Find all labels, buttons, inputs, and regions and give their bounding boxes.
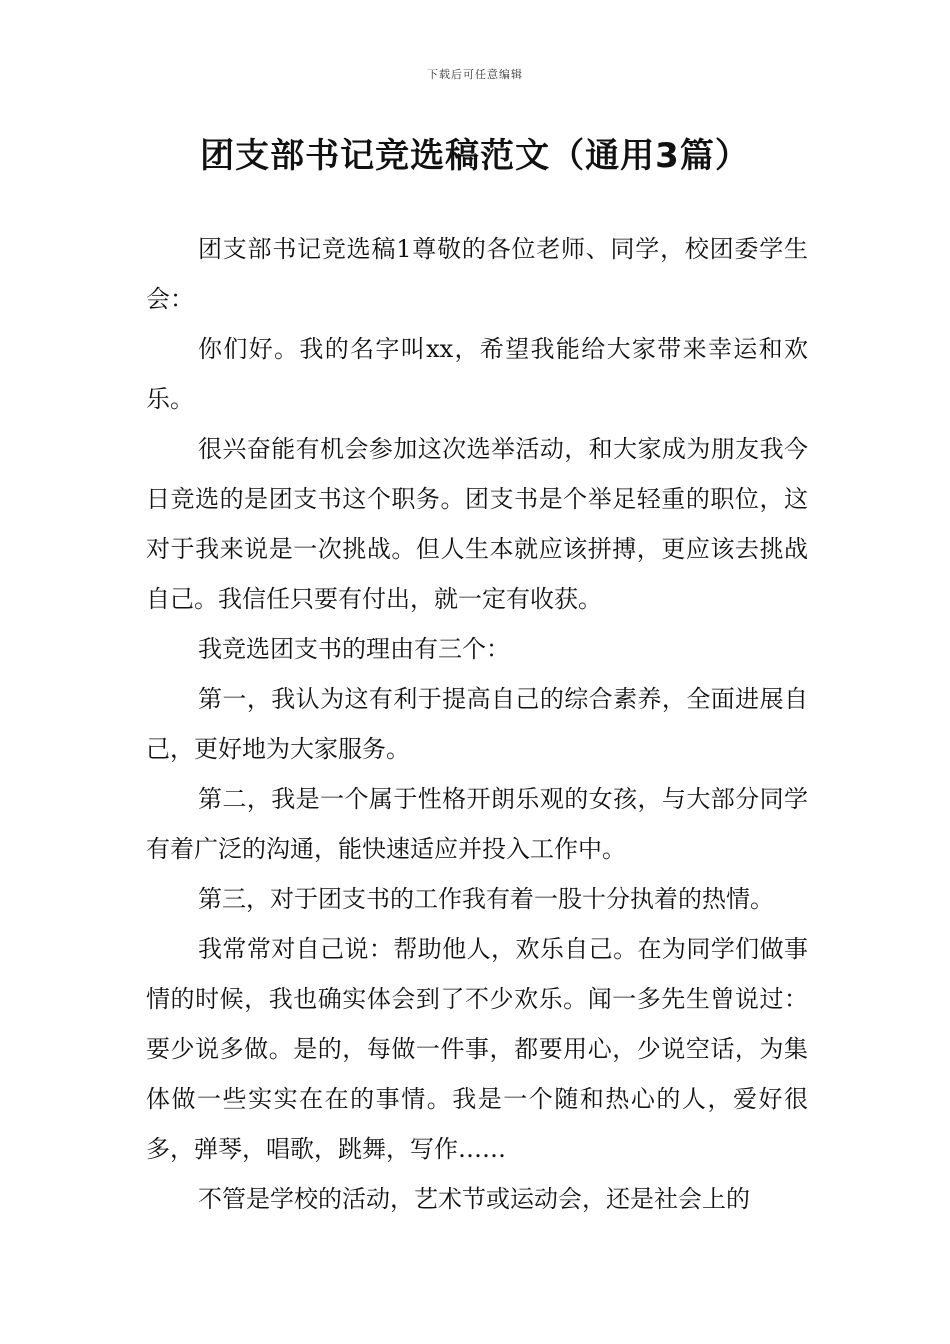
paragraph-1: 团支部书记竞选稿1尊敬的各位老师、同学，校团委学生会：	[146, 235, 808, 313]
paragraph-8: 我常常对自己说：帮助他人，欢乐自己。在为同学们做事情的时候，我也确实体会到了不少欢乐。闻一多先生曾说过：要少说多做。是的，每做一件事，都要用心，少说空话，为集体做一些实实在在的事情。我是一个随和热心的人，爱好很多，弹琴，唱歌，跳舞，写作……	[146, 935, 808, 1163]
paragraph-3: 很兴奋能有机会参加这次选举活动，和大家成为朋友我今日竞选的是团支书这个职务。团支书是个举足轻重的职位，这对于我来说是一次挑战。但人生本就应该拼搏，更应该去挑战自己。我信任只要有付出，就一定有收获。	[146, 435, 808, 613]
paragraph-4: 我竞选团支书的理由有三个：	[198, 635, 510, 663]
document-title: 团支部书记竞选稿范文（通用3篇）	[200, 136, 750, 176]
header-note: 下载后可任意编辑	[427, 68, 523, 81]
paragraph-5: 第一，我认为这有利于提高自己的综合素养，全面进展自己，更好地为大家服务。	[146, 685, 808, 763]
document-body	[146, 224, 808, 1224]
paragraph-6: 第二，我是一个属于性格开朗乐观的女孩，与大部分同学有着广泛的沟通，能快速适应并投入工作中。	[146, 785, 808, 863]
paragraph-7: 第三，对于团支书的工作我有着一股十分执着的热情。	[198, 885, 774, 913]
paragraph-2: 你们好。我的名字叫xx，希望我能给大家带来幸运和欢乐。	[146, 335, 808, 413]
paragraph-9: 不管是学校的活动，艺术节或运动会，还是社会上的	[198, 1185, 750, 1213]
